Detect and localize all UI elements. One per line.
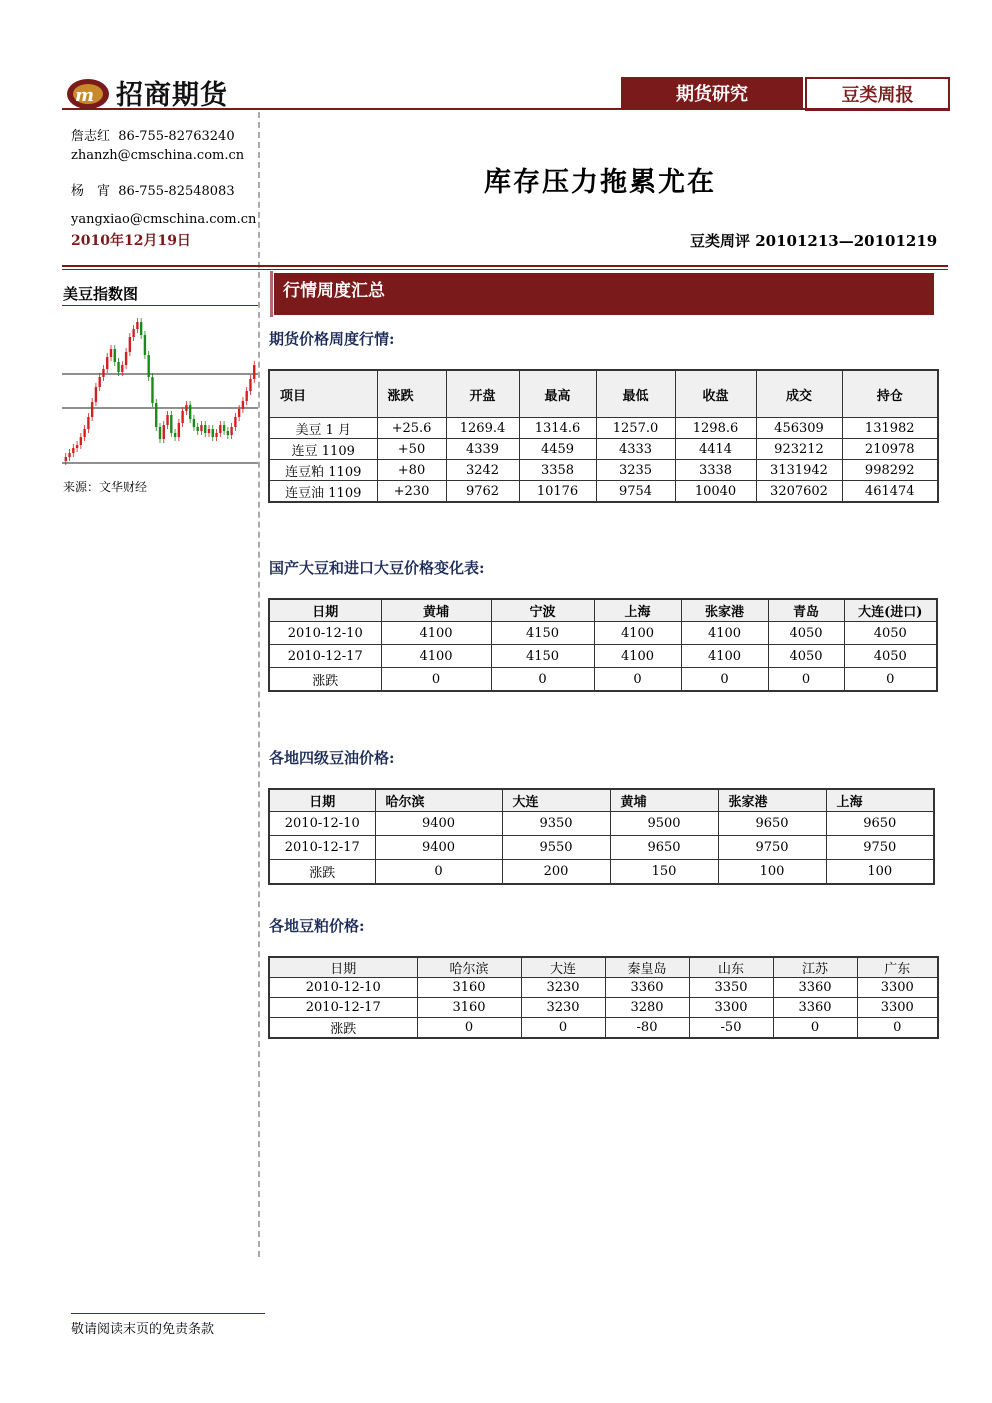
table-cell: 100 [826,860,934,885]
report-date: 2010年12月19日 [71,233,191,249]
table-cell: 0 [521,1018,605,1039]
table-cell: 3358 [519,460,596,481]
table-cell: 0 [381,668,491,692]
table-cell: 3207602 [756,481,842,503]
table-header-row [269,599,937,622]
candle-body [83,429,85,437]
col-header: 项目 [269,370,377,418]
table-cell: 3131942 [756,460,842,481]
table-cell: 4100 [381,622,491,645]
table-cell: 0 [857,1018,938,1039]
col-header: 上海 [826,789,934,812]
table-cell: 4050 [768,645,844,668]
candle-body [144,335,146,355]
col-header: 大连(进口) [844,599,937,622]
table-cell: +50 [377,439,446,460]
table-cell: 0 [417,1018,521,1039]
table-cell: 3300 [857,978,938,998]
candle-body [212,429,214,437]
table-cell: 0 [491,668,594,692]
candle-body [68,453,70,457]
candle-body [72,448,74,453]
candle-body [76,445,78,448]
candle-body [155,403,157,427]
table-cell: 9350 [502,812,610,836]
table-cell: 4150 [491,622,594,645]
chart-title-rule [62,305,258,306]
candle-body [245,391,247,401]
table-cell: +80 [377,460,446,481]
company-logo [66,72,228,112]
table-row [269,645,937,668]
table-cell: 4050 [768,622,844,645]
col-header: 最高 [519,370,596,418]
table-cell: 3160 [417,978,521,998]
table-cell: 1298.6 [675,418,756,439]
candle-body [230,427,232,435]
table-cell: 4100 [381,645,491,668]
table-cell: 4333 [596,439,675,460]
table-cell: 1269.4 [446,418,519,439]
table-cell: 9550 [502,836,610,860]
table-cell: 4050 [844,622,937,645]
col-header: 日期 [269,957,417,978]
candle-body [196,427,198,431]
table-cell: 1314.6 [519,418,596,439]
candle-body [129,337,131,352]
table-row [269,860,934,885]
table-cell: 4100 [594,645,681,668]
col-header: 日期 [269,789,375,812]
table-cell: 9650 [718,812,826,836]
table-cell: 9750 [826,836,934,860]
table-cell: 0 [375,860,502,885]
candle-body [181,411,183,423]
table-cell: 131982 [842,418,938,439]
table-row [269,978,938,998]
table-cell: 4339 [446,439,519,460]
table-cell: +230 [377,481,446,503]
table-cell: 3360 [773,978,857,998]
footer-disclaimer[interactable]: 敬请阅读末页的免责条款 [71,1322,215,1337]
col-header: 黄埔 [610,789,718,812]
table-cell: 9754 [596,481,675,503]
table-cell: 150 [610,860,718,885]
candle-body [253,365,255,379]
table-cell: 涨跌 [269,1018,417,1039]
table-cell: 2010-12-17 [269,836,375,860]
table-cell: 4050 [844,645,937,668]
table-cell: 998292 [842,460,938,481]
col-header: 山东 [689,957,773,978]
table-cell: 涨跌 [269,668,381,692]
candle-body [136,322,138,329]
candle-body [121,365,123,372]
table-cell: 2010-12-10 [269,622,381,645]
col-header: 收盘 [675,370,756,418]
table-cell: 2010-12-10 [269,978,417,998]
table-cell: 3360 [773,998,857,1018]
table-cell: 10040 [675,481,756,503]
candle-body [223,425,225,431]
soyoil-heading: 各地四级豆油价格: [269,749,395,767]
table-cell: 923212 [756,439,842,460]
soybean-price-table [268,598,938,692]
table-cell: 4459 [519,439,596,460]
chart-source: 来源：文华财经 [63,480,148,494]
futures-table [268,369,939,503]
candle-body [102,369,104,377]
table-cell: 9500 [610,812,718,836]
col-header: 日期 [269,599,381,622]
table-cell: 0 [844,668,937,692]
candle-body [234,417,236,427]
col-header: 黄埔 [381,599,491,622]
table-cell: 461474 [842,481,938,503]
table-header-row [269,370,938,418]
table-cell: 2010-12-10 [269,812,375,836]
table-cell: -50 [689,1018,773,1039]
soybean-index-chart [62,307,258,467]
table-cell: 美豆 1 月 [269,418,377,439]
table-row [269,439,938,460]
contact-1-phone: 86-755-82763240 [118,129,235,144]
table-cell: -80 [605,1018,689,1039]
table-row [269,998,938,1018]
table-cell: 3160 [417,998,521,1018]
table-cell: 9400 [375,812,502,836]
candle-body [163,425,165,439]
column-divider [258,112,260,1257]
table-cell: 3360 [605,978,689,998]
table-cell: 10176 [519,481,596,503]
contact-2-line [71,184,235,200]
header-rule [62,108,948,110]
candle-body [193,419,195,427]
table-row [269,836,934,860]
candle-body [208,429,210,433]
table-row [269,418,938,439]
col-header: 张家港 [718,789,826,812]
table-cell: 9762 [446,481,519,503]
col-header: 青岛 [768,599,844,622]
soybean-heading: 国产大豆和进口大豆价格变化表: [269,559,485,577]
table-cell: 连豆油 1109 [269,481,377,503]
candle-body [227,431,229,435]
table-cell: 3300 [689,998,773,1018]
candle-body [87,417,89,429]
table-cell: 9650 [610,836,718,860]
table-cell: 3338 [675,460,756,481]
col-header: 成交 [756,370,842,418]
contact-2-phone: 86-755-82548083 [118,184,235,199]
table-cell: 涨跌 [269,860,375,885]
candle-body [178,423,180,437]
col-header: 大连 [502,789,610,812]
table-cell: 2010-12-17 [269,998,417,1018]
table-cell: 4100 [681,622,768,645]
table-row [269,1018,938,1039]
logo-icon [66,74,110,110]
section-title: 行情周度汇总 [283,281,385,301]
col-header: 涨跌 [377,370,446,418]
header-separator [62,265,948,267]
section-bar-accent [270,271,273,317]
table-cell: 9650 [826,812,934,836]
tab-soy-weekly: 豆类周报 [805,77,950,111]
table-cell: 3350 [689,978,773,998]
candle-body [249,379,251,391]
col-header: 最低 [596,370,675,418]
candle-body [98,377,100,387]
col-header: 秦皇岛 [605,957,689,978]
table-row [269,481,938,503]
table-cell: 2010-12-17 [269,645,381,668]
table-cell: 200 [502,860,610,885]
table-cell: 连豆粕 1109 [269,460,377,481]
candle-body [200,425,202,431]
section-header [274,273,934,315]
candle-body [117,362,119,372]
contact-2-email[interactable]: yangxiao@cmschina.com.cn [71,212,257,227]
col-header: 持仓 [842,370,938,418]
table-row [269,812,934,836]
candle-body [174,433,176,437]
candle-body [80,437,82,445]
tab-futures-research: 期货研究 [621,77,803,109]
contact-1-line [71,129,235,145]
table-row [269,668,937,692]
col-header: 张家港 [681,599,768,622]
candle-body [189,405,191,419]
table-cell: 0 [594,668,681,692]
candle-body [238,409,240,417]
table-cell: 0 [768,668,844,692]
futures-heading: 期货价格周度行情: [269,330,395,348]
candle-body [170,415,172,433]
table-cell: 3280 [605,998,689,1018]
col-header: 开盘 [446,370,519,418]
table-cell: 3230 [521,998,605,1018]
col-header: 江苏 [773,957,857,978]
candle-body [95,387,97,402]
report-subtitle: 豆类周评 20101213—20101219 [690,232,938,250]
candle-body [166,415,168,425]
table-row [269,460,938,481]
candle-body [219,425,221,433]
footer-rule [71,1313,265,1314]
candle-body [65,457,67,461]
table-cell: 3230 [521,978,605,998]
table-cell: 连豆 1109 [269,439,377,460]
table-cell: +25.6 [377,418,446,439]
col-header: 大连 [521,957,605,978]
table-cell: 4100 [681,645,768,668]
candle-body [91,402,93,417]
col-header: 哈尔滨 [417,957,521,978]
candle-body [132,329,134,337]
table-row [269,622,937,645]
soyoil-price-table [268,788,935,885]
candle-body [125,352,127,365]
table-cell: 456309 [756,418,842,439]
chart-title: 美豆指数图 [63,285,139,303]
candle-body [185,405,187,411]
candle-body [140,322,142,335]
contact-1-email[interactable]: zhanzh@cmschina.com.cn [71,148,245,163]
candle-body [110,349,112,357]
contact-1-name: 詹志红 [71,129,111,144]
table-cell: 0 [681,668,768,692]
contact-2-name: 杨 宵 [71,184,111,199]
candle-body [242,401,244,409]
candle-body [151,377,153,403]
report-title: 库存压力拖累尤在 [484,167,716,198]
header-separator-thin [62,269,948,270]
table-cell: 1257.0 [596,418,675,439]
col-header: 上海 [594,599,681,622]
table-cell: 3242 [446,460,519,481]
candle-body [159,427,161,439]
table-cell: 3235 [596,460,675,481]
table-cell: 0 [773,1018,857,1039]
table-cell: 4150 [491,645,594,668]
table-header-row [269,957,938,978]
candle-body [215,433,217,437]
col-header: 广东 [857,957,938,978]
meal-heading: 各地豆粕价格: [269,917,365,935]
candle-body [204,425,206,433]
table-cell: 210978 [842,439,938,460]
table-cell: 3300 [857,998,938,1018]
candle-body [147,355,149,377]
meal-price-table [268,956,939,1039]
table-cell: 9400 [375,836,502,860]
table-header-row [269,789,934,812]
col-header: 哈尔滨 [375,789,502,812]
table-cell: 4414 [675,439,756,460]
col-header: 宁波 [491,599,594,622]
candle-body [114,349,116,362]
svg-text:m: m [75,85,95,106]
table-cell: 100 [718,860,826,885]
candle-body [106,357,108,369]
table-cell: 4100 [594,622,681,645]
table-cell: 9750 [718,836,826,860]
logo-text: 招商期货 [116,79,228,111]
